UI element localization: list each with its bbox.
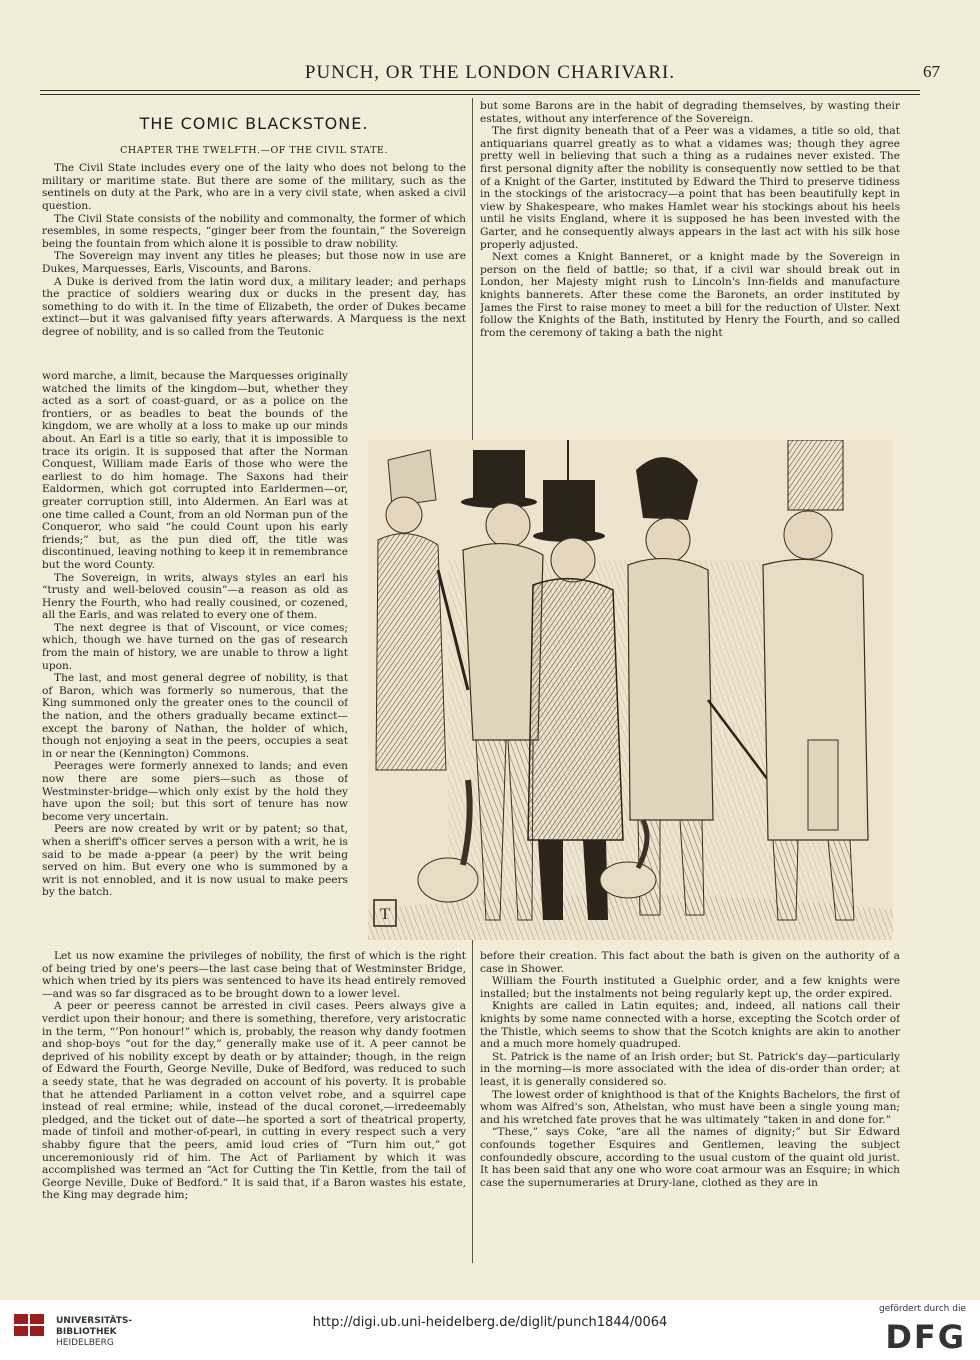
permalink-url[interactable]: http://digi.ub.uni-heidelberg.de/diglit/punch1844/0064 — [312, 1315, 668, 1330]
paragraph: word marche, a limit, because the Marquesses originally watched the limits of the kingdom—but, whether they acted as a sort of coast-guard, or as a police on the frontiers, or as beadles to beat the bounds of the kingdom, we are wholly at a loss to make up our minds about. An Earl is a title so early, that it is impossible to trace its origin. It is supposed that after the Norman Conquest, William made Earls of those who were the earliest to do him homage. The Saxons had their Ealdormen, which got corrupted into Earldermen—or, greater corruption still, into Aldermen. An Earl was at one time called a Count, from an old Norman pun of the Conqueror, who said “he could Count upon his early friends;” but, as the pun died off, the title was discontinued, leaving nothing to keep it in remembrance but the word County. — [42, 370, 348, 571]
right-column-top — [480, 100, 900, 436]
dfg-logo: DFG — [885, 1318, 966, 1356]
page-header — [40, 62, 940, 92]
publication-title: PUNCH, OR THE LONDON CHARIVARI. — [304, 62, 676, 83]
left-column-top — [42, 100, 466, 370]
left-column-bottom — [42, 950, 466, 1260]
paragraph: The Sovereign may invent any titles he pleases; but those now in use are Dukes, Marquesses, Earls, Viscounts, and Barons. — [42, 250, 466, 275]
paragraph: The Sovereign, in writs, always styles an earl his “trusty and well-beloved cousin”—a reason as old as Henry the Fourth, who had really cousined, or cozened, all the Earls, and was related to every one of them. — [42, 571, 348, 622]
funding-label: gefördert durch die — [879, 1304, 966, 1314]
right-column-bottom — [480, 950, 900, 1260]
left-column-narrow — [42, 370, 348, 948]
paragraph: The next degree is that of Viscount, or vice comes; which, though we have turned on the gas of research from the main of history, we are unable to throw a light upon. — [42, 621, 348, 672]
paragraph: Peers are now created by writ or by patent; so that, when a sheriff's officer serves a person with a writ, he is said to be made a-ppear (a peer) by the writ being served on him. But every one who is summoned by a writ is not ennobled, and it is now usual to make peers by the batch. — [42, 823, 348, 899]
paragraph: The Civil State consists of the nobility and commonalty, the former of which resembles, in some respects, “ginger beer from the fountain,” the Sovereign being the fountain from which alone it is possible to draw nobility. — [42, 212, 466, 250]
paragraph: The Civil State includes every one of the laity who does not belong to the military or maritime state. But there are some of the military, such as the sentinels on duty at the Park, who are in a very civil state, when asked a civil question. — [42, 162, 466, 212]
paragraph: but some Barons are in the habit of degrading themselves, by wasting their estates, without any interference of the Sovereign. — [480, 100, 900, 125]
monogram-letter: T — [380, 906, 390, 923]
paragraph: A peer or peeress cannot be arrested in civil cases. Peers always give a verdict upon their honour; and there is something, therefore, very aristocratic in the term, “’Pon honour!” which is, probably, the reason why dandy footmen and shop-boys “out for the day,” generally make use of it. A peer cannot be deprived of his nobility except by death or by attainder; though, in the reign of Edward the Fourth, George Neville, Duke of Bedford, was reduced to such a seedy state, that he was degraded on account of his poverty. It is probable that he attended Parliament in a cotton velvet robe, and a squirrel cape instead of real ermine; while, instead of the ducal coronet,—irredeemably pledged, and the ticket out of date—he sported a sort of theatrical property, made of tinfoil and mother-of-pearl, in cutting in every respect such a very shabby figure that the peers, amid loud cries of “Turn him out,” got unceremoniously rid of him. The Act of Parliament by which it was accomplished was termed an “Act for Cutting the Tin Kettle, from the tail of George Neville, Duke of Bedford.” It is said that, if a Baron wastes his estate, the King may degrade him; — [42, 1000, 466, 1202]
paragraph: Let us now examine the privileges of nobility, the first of which is the right of being tried by one's peers—the last case being that of Westminster Bridge, which when tried by its piers was sentenced to have its head entirely removed—and was so far disgraced as to be brought down to a lower level. — [42, 950, 466, 1000]
article-title: THE COMIC BLACKSTONE. — [139, 114, 369, 133]
paragraph: The lowest order of knighthood is that of the Knights Bachelors, the first of whom was Alfred's son, Athelstan, who must have been a single young man; and his wretched fate proves that he was ultimately “taken in and done for.” — [480, 1088, 900, 1126]
digitization-footer — [0, 1300, 980, 1360]
paragraph: William the Fourth instituted a Guelphic order, and a few knights were installed; but the instalments not being regularly kept up, the order expired. — [480, 975, 900, 1000]
paragraph: Next comes a Knight Banneret, or a knight made by the Sovereign in person on the field of battle; so that, if a civil war should break out in London, her Majesty might rush to Lincoln's Inn-fields and manufacture knights bannerets. After these come the Baronets, an order instituted by James the First to raise money to meet a bill for the reduction of Ulster. Next follow the Knights of the Bath, instituted by Henry the Fourth, and so called from the ceremony of taking a bath the night — [480, 251, 900, 339]
illustration-peers-and-knights — [368, 440, 893, 940]
paragraph: The first dignity beneath that of a Peer was a vidames, a title so old, that antiquarians quarrel greatly as to what a vidames was; though they agree pretty well in believing that such a thing as a rudaines never existed. The first personal dignity after the nobility is consequently now settled to be that of a Knight of the Garter, instituted by Edward the Third to preserve tidiness in the stockings of the aristocracy—a point that has been beautifully kept in view by Shakespeare, who makes Hamlet wear his stockings about his heels until he visits England, where it is supposed he has been invested with the Garter, and he consequently always appears in the last act with his silk hose properly adjusted. — [480, 125, 900, 251]
chapter-title: CHAPTER THE TWELFTH.—OF THE CIVIL STATE. — [120, 144, 388, 156]
page-number: 67 — [923, 62, 940, 81]
paragraph: St. Patrick is the name of an Irish order; but St. Patrick's day—particularly in the morning—is more associated with the idea of dis-order than order; at least, it is generally considered so. — [480, 1050, 900, 1088]
header-rule-bottom — [40, 94, 920, 95]
paragraph: The last, and most general degree of nobility, is that of Baron, which was formerly so numerous, that the King summoned only the greater ones to the council of the nation, and the others gradually became extinct—except the barony of Nathan, the holder of which, though not enjoying a seat in the peers, occupies a seat in or near the (Kennington) Commons. — [42, 672, 348, 760]
header-rule-top — [40, 90, 920, 91]
paragraph: A Duke is derived from the latin word dux, a military leader; and perhaps the practice of soldiers wearing dux or ducks in the present day, has something to do with it. In the time of Elizabeth, the order of Dukes became extinct—but it was galvanised fifty years afterwards. A Marquess is the next degree of nobility, and is so called from the Teutonic — [42, 275, 466, 338]
engraving-illustration — [368, 440, 893, 940]
paragraph: Peerages were formerly annexed to lands; and even now there are some piers—such as those of Westminster-bridge—which only exist by the hold they have upon the soil; but this sort of tenure has now become very uncertain. — [42, 760, 348, 823]
paragraph: before their creation. This fact about the bath is given on the authority of a case in Shower. — [480, 950, 900, 975]
paragraph: Knights are called in Latin equites; and, indeed, all nations call their knights by some name connected with a horse, excepting the Scotch order of the Thistle, which seems to show that the Scotch knights are akin to another and a much more homely quadruped. — [480, 1000, 900, 1051]
paragraph: “These,” says Coke, “are all the names of dignity;” but Sir Edward confounds together Esquires and Gentlemen, leaving the subject confoundedly obscure, according to the usual custom of the quaint old jurist. It has been said that any one who wore coat armour was an Esquire; in which case the supernumeraries at Drury-lane, clothed as they are in — [480, 1126, 900, 1189]
library-name: UNIVERSITÄTS- BIBLIOTHEK HEIDELBERG — [56, 1316, 133, 1348]
